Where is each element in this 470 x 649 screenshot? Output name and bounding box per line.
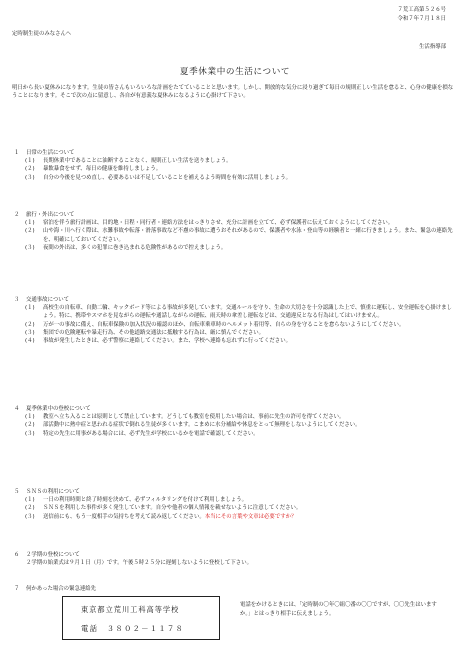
- contact-box: [62, 596, 220, 640]
- section-sns: [14, 488, 456, 521]
- list-item: (３) 夜間の外出は、多くの犯罪に巻き込まれる危険性があるので控えましょう。: [25, 244, 227, 251]
- document-number: ７荒工高第５２６号: [397, 7, 446, 13]
- list-item: (４) 事故が発生したときは、必ず警察に連絡してください。また、学校へ連絡も忘れずに行ってください。: [25, 338, 291, 345]
- document-date: 令和７年７月１８日: [397, 16, 446, 22]
- list-item: (２) 部活動中に熱中症と思われる症状で倒れる生徒が多くいます。こまめに水分補給や休息をとって無理をしないようにしてください。: [25, 422, 361, 429]
- section-number: ７: [14, 586, 20, 592]
- section-heading: 何かあった場合の緊急連絡先: [26, 586, 97, 592]
- list-item: (３) 自分の今後を見つめ直し、必要あるいは不足していることを補えるよう時間を有効に活用しましょう。: [25, 174, 291, 181]
- section-heading: ２学期の登校について: [26, 552, 80, 558]
- section-number: ２: [14, 212, 20, 218]
- list-item: (１) 宿泊を伴う旅行計画は、目的地・日程・同行者・連絡方法をはっきりさせ、充分に計画を立てて、必ず保護者に伝えておくようにしてください。: [25, 220, 394, 227]
- list-item: (１) 教室へ立ち入ることは原則として禁止しています。どうしても教室を使用したい場合は、事前に先生の許可を得てください。: [25, 414, 345, 421]
- list-item: (２) ＳＮＳを利用した事件が多く発生しています。自分や他者の個人情報を載せないように注意してください。: [25, 505, 302, 512]
- section-traffic: [14, 296, 456, 345]
- phone-note: 電話をかけるときには、「定時制の〇年〇組〇番の〇〇ですが、〇〇先生はいますか。」とはっきり相手に伝えましょう。: [240, 602, 437, 617]
- section-heading: 旅行・外出について: [26, 212, 75, 218]
- list-item: (３) 送信前にも、もう一度相手の気持ちを考えて読み返してください。本当にその言葉や文章は必要ですか？: [25, 513, 297, 520]
- page-title: 夏季休業中の生活について: [179, 67, 291, 77]
- section-daily-life: [14, 149, 456, 182]
- intro-paragraph: 明日から長い夏休みになります。生徒の皆さんもいろいろな計画をたてていることと思います。しかし、開放的な気分に浸り過ぎて毎日の規則正しい生活を怠ると、心身の健康を損なうことになります。そこで次の点に留意し、各自が有意義な夏休みになるように心掛けて下さい。: [12, 85, 454, 100]
- paragraph: ２学期の始業式は９月１日（月）です。午後５時２５分に遅刻しないように登校して下さい。: [26, 560, 252, 567]
- section-heading: 夏季休業中の登校について: [26, 406, 91, 412]
- emphasis-text: 本当にその言葉や文章は必要ですか？: [204, 513, 297, 520]
- section-number: ４: [14, 406, 20, 412]
- list-item: (２) 暴飲暴食をせず、毎日の健康を維持しましょう。: [25, 166, 162, 173]
- section-number: １: [14, 150, 20, 156]
- list-item: (２) 万が一の事故に備え、自転車保険の加入状況の確認のほか、自転車乗車時のヘルメット着用等、自らの身を守ることを怠らないようにしてください。: [25, 321, 405, 328]
- section-heading: 交通事故について: [26, 297, 70, 303]
- list-item: (３) 特定の先生に用事がある場合には、必ず先生が学校にいるかを電話で確認してください。: [25, 430, 259, 437]
- section-number: ６: [14, 552, 20, 558]
- list-item: (１) 高校生の自転車、自動二輪、キックボード等による事故が多発しています。交通ルールを守り、生命の大切さを十分認識した上で、慎重に運転し、安全運転を心掛けましょう。特に、携帯やスマホを見ながらの運転や通話しながらの運転、雨天時の傘差し運転などは、交通違反となる行為はしてはいけません。: [25, 305, 452, 320]
- section-number: ５: [14, 489, 20, 495]
- list-item: (１) 一日の利用時間と終了時刻を決めて、必ずフィルタリングを付けて利用しましょう。: [25, 497, 247, 504]
- section-campus-visits: [14, 405, 456, 438]
- section-travel: [14, 211, 456, 252]
- sender: 生活指導部: [419, 44, 446, 50]
- addressee: 定時制生徒のみなさんへ: [12, 31, 72, 37]
- section-emergency-contact: [14, 585, 456, 593]
- section-heading: ＳＮＳの利用について: [26, 489, 80, 495]
- school-name: 東京都立荒川工科高等学校: [81, 605, 180, 614]
- section-heading: 日常の生活について: [26, 150, 75, 156]
- section-number: ３: [14, 297, 20, 303]
- list-item: (１) 長期休業中であることに油断することなく、規則正しい生活を送りましょう。: [25, 158, 232, 165]
- list-item: (３) 集団での危険運転や暴走行為、その他道路交通法に抵触する行為は、厳に慎んでください。: [25, 329, 265, 336]
- list-item: (２) 山や海・川へ行く際は、水難事故や転落・滑落事故など不慮の事故に遭うおそれがあるので、保護者や水泳・登山等の経験者と一緒に行きましょう。また、緊急の連絡先を、明確にしておいてください。: [25, 228, 453, 243]
- school-phone: 電話 ３８０２－１１７８: [81, 624, 185, 633]
- section-second-term: [14, 551, 456, 567]
